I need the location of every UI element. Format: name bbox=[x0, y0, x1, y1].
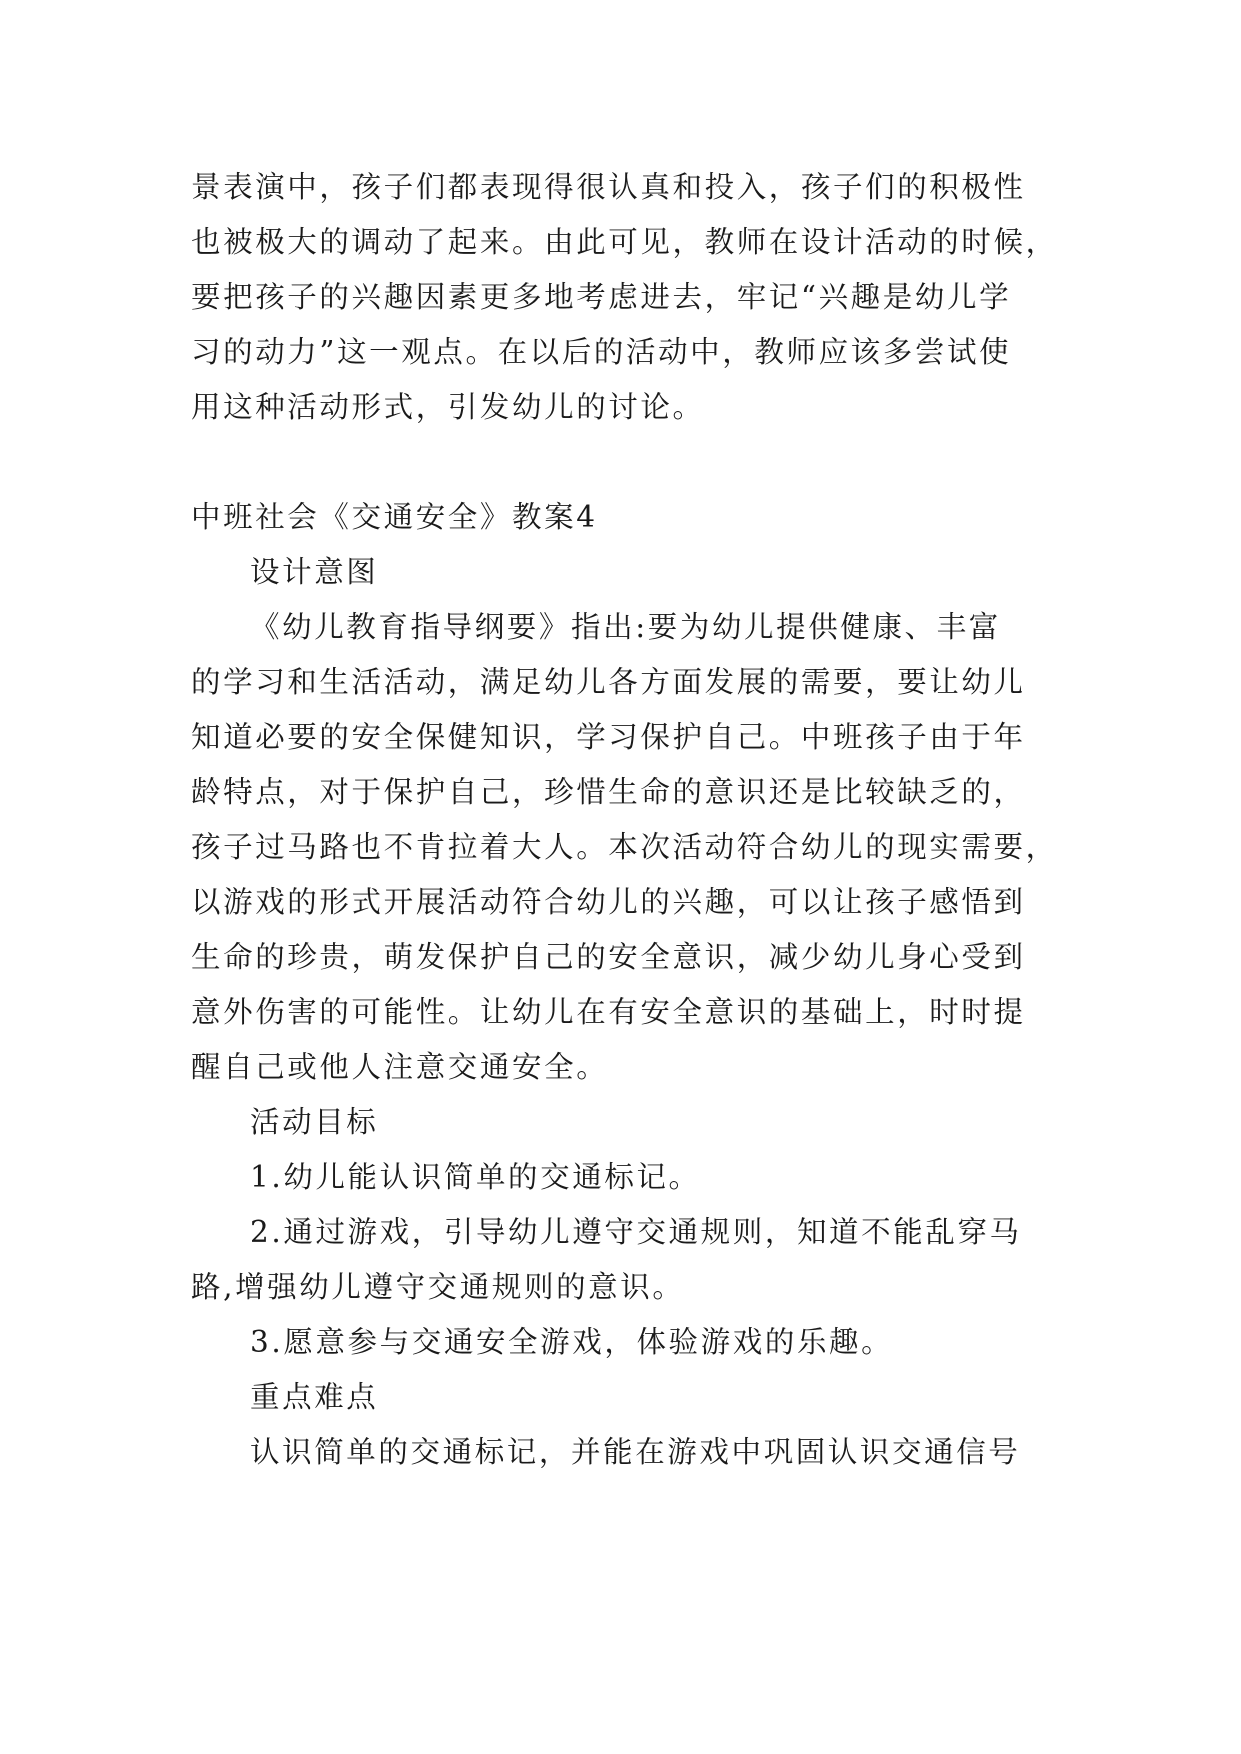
text-line: 2.通过游戏，引导幼儿遵守交通规则，知道不能乱穿马 bbox=[250, 1215, 1022, 1249]
text-line: 意外伤害的可能性。让幼儿在有安全意识的基础上，时时提 bbox=[191, 995, 1026, 1029]
text-line: 生命的珍贵，萌发保护自己的安全意识，减少幼儿身心受到 bbox=[191, 940, 1026, 974]
text-line: 知道必要的安全保健知识，学习保护自己。中班孩子由于年 bbox=[191, 720, 1026, 754]
goal-item-1: 1.幼儿能认识简单的交通标记。 bbox=[250, 1160, 701, 1194]
design-heading: 设计意图 bbox=[250, 555, 379, 589]
text-line: 路,增强幼儿遵守交通规则的意识。 bbox=[191, 1270, 685, 1304]
key-heading: 重点难点 bbox=[250, 1380, 379, 1414]
goals-heading: 活动目标 bbox=[250, 1105, 379, 1139]
text-line: 龄特点，对于保护自己，珍惜生命的意识还是比较缺乏的， bbox=[191, 775, 1026, 809]
document-body bbox=[191, 160, 1058, 1480]
goal-item-2 bbox=[191, 1205, 1051, 1315]
text-line: 要把孩子的兴趣因素更多地考虑进去，牢记“兴趣是幼儿学 bbox=[191, 280, 1012, 314]
text-line: 的学习和生活活动，满足幼儿各方面发展的需要，要让幼儿 bbox=[191, 665, 1026, 699]
text-line: 《幼儿教育指导纲要》指出:要为幼儿提供健康、丰富 bbox=[250, 610, 1001, 644]
text-line: 以游戏的形式开展活动符合幼儿的兴趣，可以让孩子感悟到 bbox=[191, 885, 1026, 919]
lesson-title: 中班社会《交通安全》教案4 bbox=[191, 500, 598, 534]
text-line: 习的动力”这一观点。在以后的活动中，教师应该多尝试使 bbox=[191, 335, 1012, 369]
design-paragraph bbox=[191, 600, 1058, 1095]
text-line: 用这种活动形式，引发幼儿的讨论。 bbox=[191, 390, 705, 424]
text-line: 也被极大的调动了起来。由此可见，教师在设计活动的时候， bbox=[191, 225, 1058, 259]
goal-item-3: 3.愿意参与交通安全游戏，体验游戏的乐趣。 bbox=[250, 1325, 894, 1359]
intro-paragraph bbox=[191, 160, 1058, 435]
text-line: 景表演中，孩子们都表现得很认真和投入，孩子们的积极性 bbox=[191, 170, 1026, 204]
text-line: 孩子过马路也不肯拉着大人。本次活动符合幼儿的现实需要， bbox=[191, 830, 1058, 864]
text-line: 醒自己或他人注意交通安全。 bbox=[191, 1050, 609, 1084]
key-paragraph: 认识简单的交通标记，并能在游戏中巩固认识交通信号 bbox=[250, 1435, 1021, 1469]
